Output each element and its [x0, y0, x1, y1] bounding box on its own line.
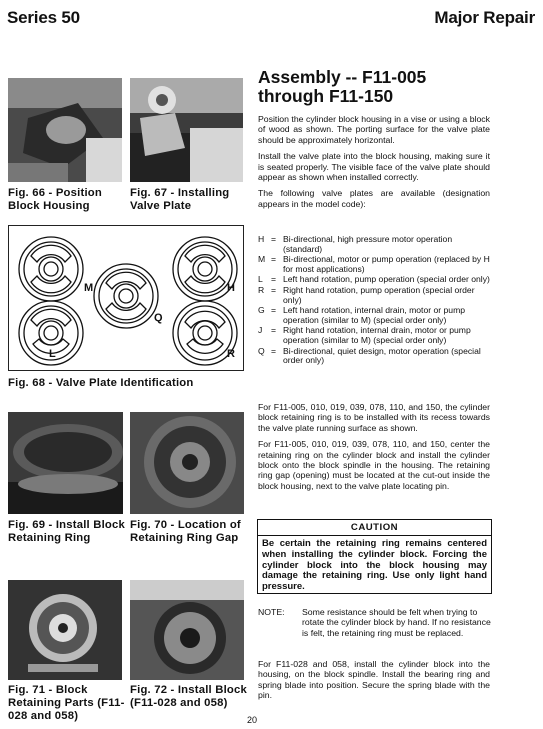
diagram-label-l: L	[49, 348, 56, 360]
figure-71-caption: Fig. 71 - Block Retaining Parts (F11-028 and 058)	[8, 684, 125, 722]
diagram-label-r: R	[227, 348, 235, 360]
figure-67-caption: Fig. 67 - Installing Valve Plate	[130, 187, 230, 212]
valve-plate-drawings	[9, 226, 242, 369]
paragraph-install: Install the valve plate into the block housing, making sure it is seated properly. The visible face of the valve plate should appear as shown when installed correctly.	[258, 151, 490, 183]
section-title	[258, 68, 538, 106]
figure-71-image	[8, 580, 122, 680]
page-number: 20	[247, 715, 258, 725]
paragraph-f11-028: For F11-028 and 058, install the cylinder block into the housing, on the block spindle. Install the bearing ring and spring blade into position. Secure the spring blade with the pin.	[258, 659, 490, 701]
running-header-left: Series 50	[7, 8, 80, 27]
figure-67-photo	[130, 78, 243, 182]
assembly-paragraphs	[258, 402, 490, 491]
paragraph-position: Position the cylinder block housing in a vise or using a block of wood as shown. The porting surface for the valve plate should be approximately horizontal.	[258, 114, 490, 145]
figure-70-photo	[130, 412, 244, 514]
note-block	[258, 607, 492, 638]
figure-72-caption: Fig. 72 - Install Block (F11-028 and 058)	[130, 684, 247, 709]
figure-70-image	[130, 412, 244, 514]
note-text: Some resistance should be felt when trying to rotate the cylinder block by hand. If no resistance is felt, the retaining ring must be replaced.	[302, 607, 491, 638]
list-item: M = Bi-directional, motor or pump operation (replaced by H for most applications)	[258, 254, 490, 274]
diagram-label-q: Q	[154, 312, 163, 324]
paragraph-retaining-ring: For F11-005, 010, 019, 039, 078, 110, and 150, the cylinder block retaining ring is to be installed with its recess towards the valve plate running surface as shown.	[258, 402, 490, 433]
list-item: J = Right hand rotation, internal drain, motor or pump operation (similar to M) (special order only)	[258, 325, 471, 345]
list-item: Q = Bi-directional, quiet design, motor operation (special order only)	[258, 345, 481, 366]
running-header-right: Major Repair	[434, 8, 535, 27]
valve-plate-diagram	[8, 225, 244, 371]
figure-66-image	[8, 78, 122, 182]
figure-72-image	[130, 580, 244, 680]
caution-box	[257, 519, 492, 594]
list-item: R = Right hand rotation, pump operation (special order only)	[258, 284, 475, 305]
paragraph-available: The following valve plates are available (designation appears in the model code):	[258, 188, 490, 209]
figure-69-photo	[8, 412, 123, 514]
figure-69-image	[8, 412, 123, 514]
figure-72-photo	[130, 580, 244, 680]
figure-66-caption: Fig. 66 - Position Block Housing	[8, 187, 102, 212]
caution-text: Be certain the retaining ring remains centered when installing the cylinder block. Forcing the cylinder block into the block housing may damage the retaining ring. Use only light hand pressure.	[262, 538, 487, 593]
diagram-label-m: M	[84, 282, 94, 294]
list-item: H = Bi-directional, high pressure motor operation (standard)	[258, 234, 453, 254]
intro-paragraphs	[258, 114, 490, 209]
paragraph-center-ring: For F11-005, 010, 019, 039, 078, 110, and 150, center the retaining ring on the cylinder block and install the cylinder block onto the block spindle in the housing. The retaining ring gap (opening) must be located at the cut-out inside the block housing, next to the valve plate locating pin.	[258, 439, 490, 491]
figure-71-photo	[8, 580, 122, 680]
figure-67-image	[130, 78, 243, 182]
list-item: L = Left hand rotation, pump operation (special order only)	[258, 274, 490, 285]
valve-plate-list	[258, 235, 492, 367]
figure-69-caption: Fig. 69 - Install Block Retaining Ring	[8, 519, 125, 544]
note-label: NOTE:	[258, 607, 285, 617]
list-item: G = Left hand rotation, internal drain, motor or pump operation (similar to M) (special order only)	[258, 305, 466, 325]
figure-70-caption: Fig. 70 - Location of Retaining Ring Gap	[130, 519, 241, 544]
section-title-line-2: through F11-150	[258, 86, 394, 106]
figure-68-caption: Fig. 68 - Valve Plate Identification	[8, 377, 194, 389]
diagram-label-h: H	[227, 282, 235, 294]
section-title-line-1: Assembly -- F11-005	[258, 67, 427, 87]
figure-66-photo	[8, 78, 122, 182]
caution-title: CAUTION	[258, 522, 491, 536]
